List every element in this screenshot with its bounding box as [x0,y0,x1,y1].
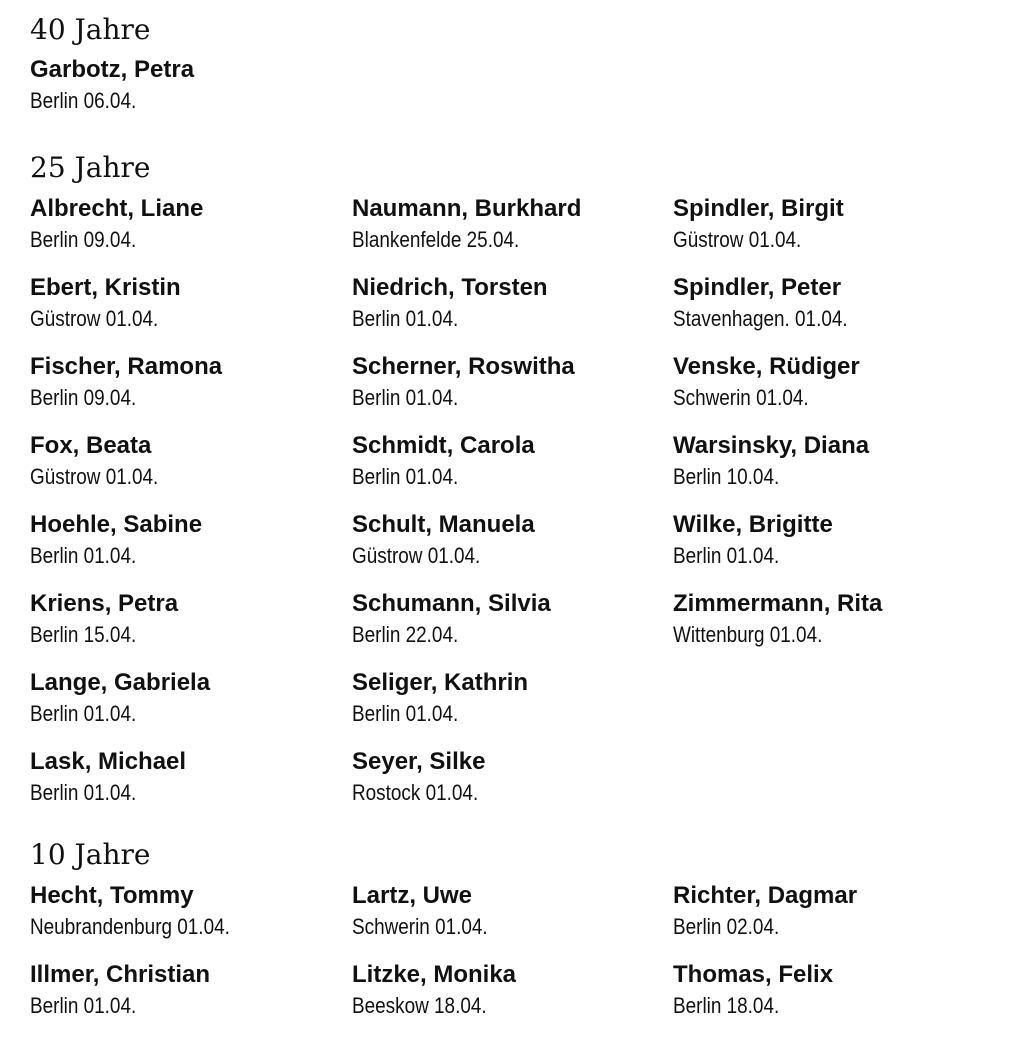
person-location-date: Schwerin 01.04. [352,914,488,939]
person-name: Schult, Manuela [352,511,535,538]
person-name: Thomas, Felix [673,961,834,988]
person-name: Lask, Michael [30,748,187,775]
list-item [352,274,672,332]
person-name: Zimmermann, Rita [673,590,883,617]
person-name: Garbotz, Petra [30,56,195,83]
person-name: Seyer, Silke [352,748,486,775]
person-name: Fischer, Ramona [30,353,223,380]
person-name: Spindler, Peter [673,274,842,301]
section-title-40-jahre: 40 Jahre [30,13,151,46]
person-location-date: Rostock 01.04. [352,780,479,805]
person-name: Fox, Beata [30,432,152,459]
person-name: Niedrich, Torsten [352,274,548,301]
person-name: Naumann, Burkhard [352,195,582,222]
person-name: Kriens, Petra [30,590,179,617]
person-name: Illmer, Christian [30,961,211,988]
list-item [352,961,672,1019]
list-item [673,882,993,940]
list-item [30,432,350,490]
section-title-25-jahre: 25 Jahre [30,151,151,184]
list-item [30,669,350,727]
person-location-date: Berlin 01.04. [352,385,459,410]
person-location-date: Berlin 06.04. [30,88,137,113]
person-name: Hoehle, Sabine [30,511,203,538]
person-location-date: Stavenhagen. 01.04. [673,306,848,331]
person-location-date: Berlin 09.04. [30,227,137,252]
list-item [352,353,672,411]
list-item [352,432,672,490]
person-name: Seliger, Kathrin [352,669,529,696]
list-item [352,669,672,727]
person-location-date: Berlin 01.04. [30,701,137,726]
person-location-date: Berlin 01.04. [352,701,459,726]
list-item [352,748,672,806]
list-item [30,511,350,569]
list-item [673,274,993,332]
list-item [673,353,993,411]
person-location-date: Wittenburg 01.04. [673,622,823,647]
person-location-date: Berlin 01.04. [30,543,137,568]
list-item [30,56,350,114]
person-name: Hecht, Tommy [30,882,194,909]
person-location-date: Berlin 18.04. [673,993,780,1018]
person-name: Litzke, Monika [352,961,517,988]
list-item [352,511,672,569]
list-item [673,961,993,1019]
list-item [30,961,350,1019]
person-location-date: Berlin 01.04. [30,993,137,1018]
list-item [30,748,350,806]
person-location-date: Neubrandenburg 01.04. [30,914,230,939]
list-item [30,882,350,940]
person-location-date: Blankenfelde 25.04. [352,227,520,252]
person-name: Schmidt, Carola [352,432,535,459]
person-location-date: Güstrow 01.04. [30,306,159,331]
person-name: Wilke, Brigitte [673,511,833,538]
list-item [30,590,350,648]
person-name: Warsinsky, Diana [673,432,870,459]
list-item [352,590,672,648]
list-item [352,195,672,253]
list-item [673,590,993,648]
list-item [352,882,672,940]
section-title-10-jahre: 10 Jahre [30,838,151,871]
person-location-date: Berlin 01.04. [30,780,137,805]
person-name: Venske, Rüdiger [673,353,860,380]
person-name: Scherner, Roswitha [352,353,575,380]
list-item [30,274,350,332]
person-location-date: Beeskow 18.04. [352,993,487,1018]
person-name: Richter, Dagmar [673,882,858,909]
list-item [673,432,993,490]
person-location-date: Güstrow 01.04. [30,464,159,489]
person-location-date: Berlin 01.04. [673,543,780,568]
person-location-date: Berlin 22.04. [352,622,459,647]
list-item [30,353,350,411]
person-location-date: Berlin 02.04. [673,914,780,939]
list-item [30,195,350,253]
person-name: Ebert, Kristin [30,274,181,301]
person-name: Lartz, Uwe [352,882,473,909]
person-name: Spindler, Birgit [673,195,844,222]
list-item [673,511,993,569]
person-name: Albrecht, Liane [30,195,204,222]
person-location-date: Berlin 15.04. [30,622,137,647]
person-location-date: Berlin 10.04. [673,464,780,489]
person-name: Schumann, Silvia [352,590,551,617]
person-location-date: Güstrow 01.04. [673,227,802,252]
person-location-date: Berlin 01.04. [352,306,459,331]
person-location-date: Schwerin 01.04. [673,385,809,410]
list-item [673,195,993,253]
person-location-date: Güstrow 01.04. [352,543,481,568]
person-location-date: Berlin 01.04. [352,464,459,489]
person-name: Lange, Gabriela [30,669,211,696]
person-location-date: Berlin 09.04. [30,385,137,410]
